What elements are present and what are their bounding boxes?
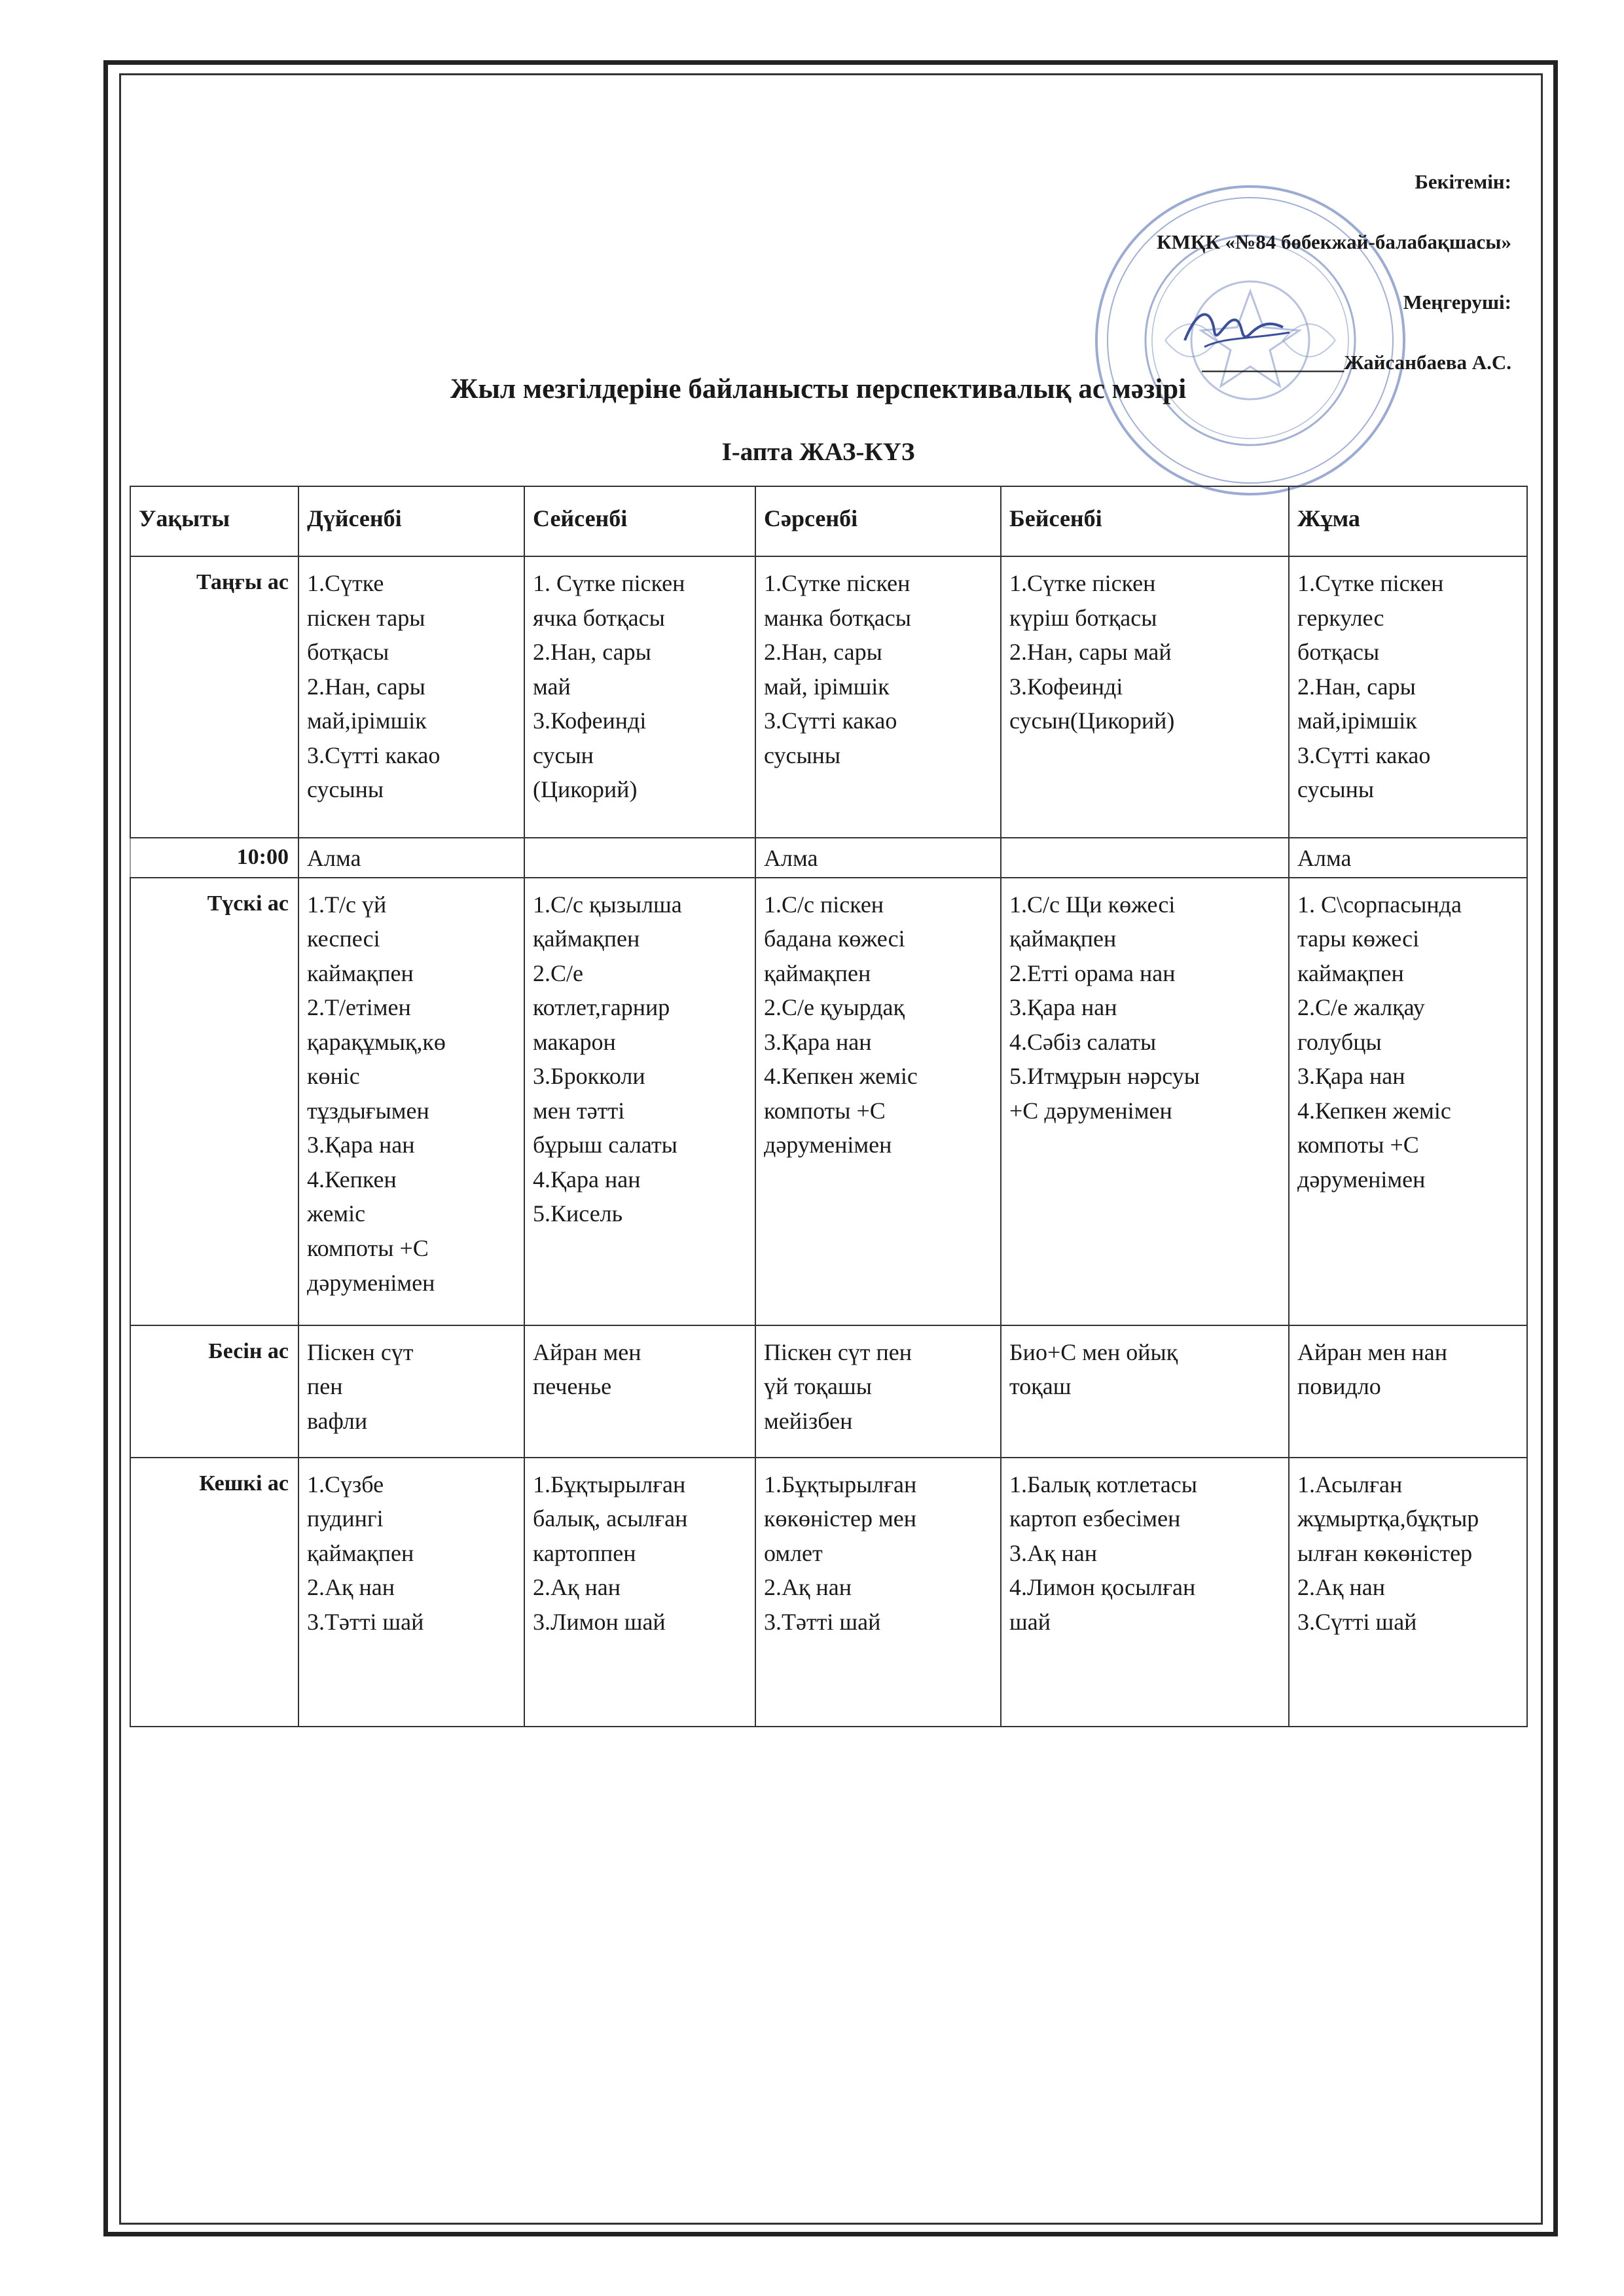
menu-item-line: 2.Нан, сары	[307, 673, 425, 700]
menu-cell	[298, 878, 524, 1325]
menu-table	[130, 486, 1528, 1727]
meal-time-cell: Бесін ас	[130, 1325, 298, 1458]
table-row	[130, 838, 1527, 878]
menu-item-line: Алма	[764, 845, 818, 871]
menu-item-line: 3.Қара нан	[307, 1132, 415, 1158]
menu-item-line: повидло	[1297, 1373, 1381, 1400]
menu-item-line: 3.Сүтті какао	[1297, 742, 1431, 768]
menu-item-line: қаймақпен	[1009, 925, 1117, 952]
menu-cell	[1001, 878, 1289, 1325]
menu-item-line: сусыны	[764, 742, 841, 768]
menu-item-line: пен	[307, 1373, 343, 1400]
menu-cell	[1289, 556, 1527, 838]
menu-item-line: қаймақпен	[307, 1539, 414, 1566]
menu-item-line: 1.Бұқтырылған	[533, 1471, 686, 1498]
header-cell: Дүйсенбі	[298, 486, 524, 556]
menu-cell	[755, 878, 1001, 1325]
menu-item-line: 5.Кисель	[533, 1200, 623, 1227]
menu-cell	[298, 1325, 524, 1458]
menu-item-line: 1.Сүзбе	[307, 1471, 384, 1498]
menu-item-line: үй тоқашы	[764, 1373, 872, 1400]
menu-item-line: балық, асылған	[533, 1505, 688, 1532]
menu-cell	[1289, 1458, 1527, 1727]
menu-item-line: тоқаш	[1009, 1373, 1072, 1400]
table-row	[130, 556, 1527, 838]
menu-item-line: май,ірімшік	[1297, 708, 1417, 734]
menu-item-line: 1.С/с қызылша	[533, 891, 682, 918]
menu-item-line: 2.Нан, сары	[1297, 673, 1416, 700]
menu-item-line: 3.Кофеинді	[533, 708, 647, 734]
menu-item-line: котлет,гарнир	[533, 994, 670, 1021]
menu-item-line: бұрыш салаты	[533, 1132, 677, 1158]
menu-item-line: жұмыртқа,бұқтыр	[1297, 1505, 1479, 1532]
menu-cell	[755, 556, 1001, 838]
menu-item-line: 1.С/с піскен	[764, 891, 884, 918]
menu-cell	[755, 1325, 1001, 1458]
menu-item-line: 3.Сүтті шай	[1297, 1608, 1417, 1635]
menu-item-line: 4.Сәбіз салаты	[1009, 1028, 1157, 1055]
menu-item-line: күріш ботқасы	[1009, 604, 1157, 631]
menu-item-line: сусын(Цикорий)	[1009, 708, 1175, 734]
menu-item-line: Био+С мен ойық	[1009, 1338, 1178, 1365]
table-row	[130, 878, 1527, 1325]
menu-item-line: 4.Кепкен жеміс	[1297, 1097, 1451, 1124]
approval-position: Меңгеруші:	[1403, 291, 1511, 314]
menu-item-line: 1. Сүтке піскен	[533, 570, 685, 596]
menu-item-line: сусыны	[1297, 776, 1375, 803]
menu-item-line: картоп езбесімен	[1009, 1505, 1181, 1532]
menu-item-line: тұздығымен	[307, 1097, 429, 1124]
table-row	[130, 1458, 1527, 1727]
menu-item-line: ботқасы	[1297, 639, 1380, 666]
menu-item-line: кеспесі	[307, 925, 380, 952]
menu-item-line: дәруменімен	[764, 1132, 892, 1158]
menu-item-line: 1.Сүтке піскен	[764, 570, 911, 596]
menu-item-line: картоппен	[533, 1539, 636, 1566]
menu-cell	[298, 556, 524, 838]
menu-item-line: 4.Қара нан	[533, 1166, 641, 1193]
menu-cell	[524, 1458, 755, 1727]
menu-item-line: 2.Нан, сары	[764, 639, 882, 666]
menu-item-line: печенье	[533, 1373, 612, 1400]
menu-item-line: 1.Бұқтырылған	[764, 1471, 917, 1498]
menu-item-line: 2.Ақ нан	[764, 1574, 852, 1601]
menu-item-line: 3.Ақ нан	[1009, 1539, 1097, 1566]
menu-item-line: манка ботқасы	[764, 604, 911, 631]
menu-item-line: 3.Қара нан	[1009, 994, 1117, 1021]
menu-item-line: жеміс	[307, 1200, 366, 1227]
menu-item-line: 2.С/е қуырдақ	[764, 994, 905, 1021]
approval-line: Бекітемін:	[1415, 170, 1511, 193]
menu-item-line: Піскен сүт пен	[764, 1338, 912, 1365]
menu-item-line: 1.Балық котлетасы	[1009, 1471, 1197, 1498]
menu-item-line: сусын	[533, 742, 594, 768]
meal-time-cell: Кешкі ас	[130, 1458, 298, 1727]
menu-item-line: 2.Нан, сары май	[1009, 639, 1172, 666]
menu-item-line: 3.Тәтті шай	[307, 1608, 424, 1635]
menu-item-line: макарон	[533, 1028, 616, 1055]
menu-item-line: 3.Қара нан	[764, 1028, 872, 1055]
menu-item-line: Піскен сүт	[307, 1338, 414, 1365]
menu-cell	[524, 556, 755, 838]
menu-item-line: 3.Сүтті какао	[307, 742, 441, 768]
menu-item-line: піскен тары	[307, 604, 425, 631]
menu-item-line: 2.Ақ нан	[1297, 1574, 1385, 1601]
menu-item-line: 3.Қара нан	[1297, 1063, 1405, 1090]
menu-item-line: 1.Асылған	[1297, 1471, 1403, 1498]
menu-item-line: (Цикорий)	[533, 776, 638, 803]
menu-item-line: 3.Кофеинді	[1009, 673, 1123, 700]
menu-cell	[1001, 838, 1289, 878]
menu-item-line: 3.Лимон шай	[533, 1608, 666, 1635]
menu-item-line: 1.С/с Щи көжесі	[1009, 891, 1176, 918]
menu-cell	[755, 838, 1001, 878]
header-cell: Сәрсенбі	[755, 486, 1001, 556]
menu-item-line: 4.Кепкен	[307, 1166, 397, 1193]
menu-item-line: 2.С/е	[533, 960, 583, 986]
menu-item-line: май	[533, 673, 571, 700]
menu-item-line: дәруменімен	[1297, 1166, 1426, 1193]
menu-item-line: мен тәтті	[533, 1097, 625, 1124]
menu-cell	[298, 1458, 524, 1727]
menu-item-line: ботқасы	[307, 639, 389, 666]
header-cell: Уақыты	[130, 486, 298, 556]
menu-item-line: 2.Нан, сары	[533, 639, 651, 666]
menu-item-line: сусыны	[307, 776, 384, 803]
menu-item-line: Айран мен нан	[1297, 1338, 1448, 1365]
table-header-row	[130, 486, 1527, 556]
menu-item-line: 1.Сүтке піскен	[1297, 570, 1444, 596]
menu-item-line: 4.Лимон қосылған	[1009, 1574, 1196, 1601]
menu-item-line: 2.Ақ нан	[307, 1574, 395, 1601]
menu-item-line: 4.Кепкен жеміс	[764, 1063, 918, 1090]
menu-item-line: көкөністер мен	[764, 1505, 916, 1532]
menu-item-line: мейізбен	[764, 1407, 853, 1434]
menu-cell	[1001, 1458, 1289, 1727]
menu-item-line: компоты +С	[307, 1235, 429, 1262]
menu-cell	[1289, 838, 1527, 878]
menu-item-line: 1.Сүтке	[307, 570, 384, 596]
meal-time-cell: Таңғы ас	[130, 556, 298, 838]
menu-cell	[524, 1325, 755, 1458]
menu-item-line: 2.Етті орама нан	[1009, 960, 1176, 986]
menu-item-line: пудингі	[307, 1505, 384, 1532]
menu-item-line: каймақпен	[1297, 960, 1404, 986]
menu-item-line: вафли	[307, 1407, 368, 1434]
document-title: Жыл мезгілдеріне байланысты перспективалық ас мәзірі	[450, 374, 1187, 404]
menu-item-line: компоты +С	[764, 1097, 886, 1124]
menu-item-line: геркулес	[1297, 604, 1384, 631]
approval-signatory: ______________Жайсанбаева А.С.	[1202, 351, 1511, 374]
menu-item-line: 3.Сүтті какао	[764, 708, 897, 734]
menu-item-line: қаймақпен	[533, 925, 640, 952]
menu-item-line: 2.Ақ нан	[533, 1574, 621, 1601]
menu-item-line: омлет	[764, 1539, 823, 1566]
menu-item-line: май, ірімшік	[764, 673, 890, 700]
menu-item-line: шай	[1009, 1608, 1051, 1635]
menu-item-line: 3.Брокколи	[533, 1063, 645, 1090]
approval-organization: КМҚК «№84 бөбекжай-балабақшасы»	[1157, 230, 1511, 253]
menu-cell	[1289, 878, 1527, 1325]
menu-item-line: 2.С/е жалқау	[1297, 994, 1425, 1021]
menu-item-line: дәруменімен	[307, 1269, 435, 1296]
menu-cell	[1001, 1325, 1289, 1458]
menu-item-line: голубцы	[1297, 1028, 1382, 1055]
menu-cell	[524, 878, 755, 1325]
header-cell: Сейсенбі	[524, 486, 755, 556]
menu-item-line: бадана көжесі	[764, 925, 905, 952]
meal-time-cell: Түскі ас	[130, 878, 298, 1325]
menu-item-line: қаймақпен	[764, 960, 871, 986]
menu-item-line: 2.Т/етімен	[307, 994, 411, 1021]
document-subtitle: І-апта ЖАЗ-КҮЗ	[721, 438, 915, 466]
menu-item-line: 3.Тәтті шай	[764, 1608, 881, 1635]
menu-item-line: Алма	[1297, 845, 1352, 871]
header-cell: Бейсенбі	[1001, 486, 1289, 556]
menu-item-line: қарақұмық,кө	[307, 1028, 446, 1055]
menu-item-line: 1. С\сорпасында	[1297, 891, 1462, 918]
menu-item-line: көніс	[307, 1063, 360, 1090]
menu-item-line: Айран мен	[533, 1338, 641, 1365]
menu-cell	[755, 1458, 1001, 1727]
menu-item-line: 1.Сүтке піскен	[1009, 570, 1156, 596]
menu-cell	[1289, 1325, 1527, 1458]
table-row	[130, 1325, 1527, 1458]
menu-cell	[298, 838, 524, 878]
menu-item-line: Алма	[307, 845, 361, 871]
menu-item-line: ылған көкөністер	[1297, 1539, 1473, 1566]
menu-item-line: 5.Итмұрын нәрсуы	[1009, 1063, 1200, 1090]
header-cell: Жұма	[1289, 486, 1527, 556]
menu-item-line: ячка ботқасы	[533, 604, 665, 631]
menu-cell	[524, 838, 755, 878]
meal-time-cell: 10:00	[130, 838, 298, 878]
menu-item-line: +С дәруменімен	[1009, 1097, 1172, 1124]
menu-item-line: тары көжесі	[1297, 925, 1420, 952]
menu-item-line: май,ірімшік	[307, 708, 427, 734]
menu-cell	[1001, 556, 1289, 838]
menu-item-line: 1.Т/с үй	[307, 891, 387, 918]
menu-item-line: каймақпен	[307, 960, 414, 986]
menu-item-line: компоты +С	[1297, 1132, 1419, 1158]
